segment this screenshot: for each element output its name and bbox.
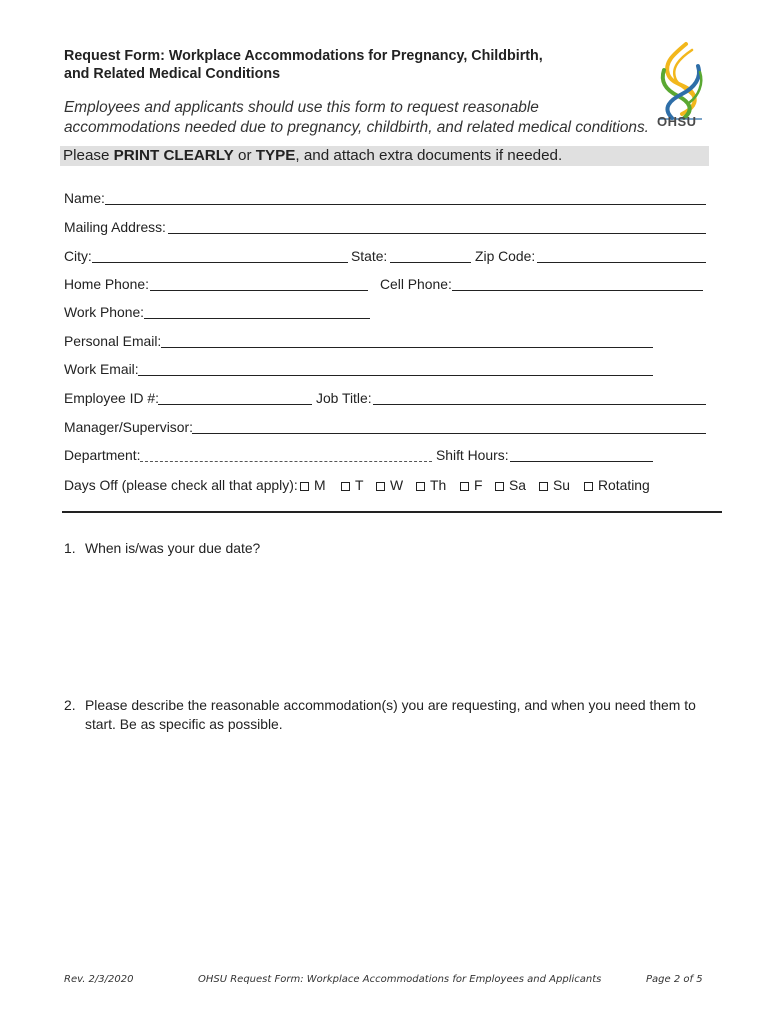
department-label: Department: (64, 447, 141, 463)
name-field[interactable] (105, 204, 706, 205)
shift-hours-field[interactable] (510, 461, 653, 462)
city-label: City: (64, 248, 92, 264)
job-title-field[interactable] (373, 404, 706, 405)
banner-text-post: , and attach extra documents if needed. (295, 147, 563, 164)
checkbox-icon[interactable] (416, 482, 425, 491)
day-option-label: T (355, 477, 364, 493)
cell-phone-field[interactable] (452, 290, 703, 291)
days-off-row (64, 475, 714, 495)
home-phone-label: Home Phone: (64, 276, 149, 292)
day-option-t[interactable] (341, 475, 364, 495)
personal-email-row (64, 331, 709, 351)
work-email-label: Work Email: (64, 361, 139, 377)
work-phone-label: Work Phone: (64, 304, 145, 320)
home-phone-field[interactable] (150, 290, 368, 291)
day-option-rotating[interactable] (584, 475, 650, 495)
work-phone-row (64, 302, 709, 322)
day-option-label: M (314, 477, 326, 493)
day-option-label: F (474, 477, 483, 493)
day-option-f[interactable] (460, 475, 483, 495)
days-off-label: Days Off (please check all that apply): (64, 477, 298, 493)
question-text: When is/was your due date? (85, 540, 261, 556)
name-label: Name: (64, 190, 105, 206)
footer-page-number: Page 2 of 5 (646, 974, 703, 985)
employee-id-row (64, 388, 709, 408)
checkbox-icon[interactable] (376, 482, 385, 491)
work-phone-field[interactable] (144, 318, 370, 319)
manager-row (64, 417, 709, 437)
personal-email-field[interactable] (161, 347, 653, 348)
checkbox-icon[interactable] (539, 482, 548, 491)
section-divider (62, 511, 722, 513)
city-field[interactable] (92, 262, 348, 263)
question-2 (64, 696, 714, 736)
day-option-label: Su (553, 477, 570, 493)
phone-row (64, 274, 709, 294)
question-1 (64, 539, 714, 559)
work-email-row (64, 359, 709, 379)
name-row (64, 188, 709, 208)
mailing-address-label: Mailing Address: (64, 219, 166, 235)
department-field[interactable] (140, 461, 432, 462)
question-text: Please describe the reasonable accommodation(s) you are requesting, and when you need them to start. Be as specific as possible. (85, 697, 696, 732)
instructions-banner (60, 146, 709, 166)
day-option-label: W (390, 477, 404, 493)
employee-id-label: Employee ID #: (64, 390, 159, 406)
checkbox-icon[interactable] (300, 482, 309, 491)
ohsu-logo (650, 40, 710, 135)
personal-email-label: Personal Email: (64, 333, 162, 349)
intro-text (64, 98, 654, 138)
form-title-line1: Request Form: Workplace Accommodations for Pregnancy, Childbirth, (64, 48, 543, 64)
banner-text-mid: or (233, 147, 256, 164)
zip-label: Zip Code: (475, 248, 536, 264)
mailing-address-field[interactable] (168, 233, 706, 234)
day-option-label: Th (430, 477, 447, 493)
day-option-label: Rotating (598, 477, 650, 493)
mailing-address-row (64, 217, 709, 237)
day-option-su[interactable] (539, 475, 570, 495)
employee-id-field[interactable] (158, 404, 312, 405)
checkbox-icon[interactable] (584, 482, 593, 491)
day-option-th[interactable] (416, 475, 446, 495)
job-title-label: Job Title: (316, 390, 372, 406)
zip-field[interactable] (537, 262, 706, 263)
day-option-sa[interactable] (495, 475, 526, 495)
intro-line1: Employees and applicants should use this form to request reasonable (64, 99, 539, 116)
banner-bold-print: PRINT CLEARLY (113, 147, 234, 164)
question-1-answer-area[interactable] (64, 562, 709, 682)
department-row (64, 445, 709, 465)
intro-line2: accommodations needed due to pregnancy, childbirth, and related medical conditions. (64, 119, 649, 136)
checkbox-icon[interactable] (460, 482, 469, 491)
state-field[interactable] (390, 262, 471, 263)
checkbox-icon[interactable] (341, 482, 350, 491)
question-number: 1. (64, 540, 76, 556)
question-number: 2. (64, 697, 76, 713)
logo-text: OHSU (657, 114, 697, 129)
day-option-label: Sa (509, 477, 526, 493)
shift-hours-label: Shift Hours: (436, 447, 509, 463)
form-title-line2: and Related Medical Conditions (64, 66, 281, 82)
checkbox-icon[interactable] (495, 482, 504, 491)
cell-phone-label: Cell Phone: (380, 276, 452, 292)
manager-label: Manager/Supervisor: (64, 419, 193, 435)
banner-bold-type: TYPE (255, 147, 296, 164)
banner-text-pre: Please (63, 147, 114, 164)
footer-revision: Rev. 2/3/2020 (64, 974, 134, 985)
city-state-zip-row (64, 246, 709, 266)
form-title (64, 47, 624, 83)
day-option-m[interactable] (300, 475, 326, 495)
work-email-field[interactable] (138, 375, 653, 376)
day-option-w[interactable] (376, 475, 403, 495)
state-label: State: (351, 248, 388, 264)
manager-field[interactable] (192, 433, 706, 434)
question-2-answer-area[interactable] (64, 740, 709, 960)
footer-title: OHSU Request Form: Workplace Accommodations for Employees and Applicants (198, 974, 602, 985)
